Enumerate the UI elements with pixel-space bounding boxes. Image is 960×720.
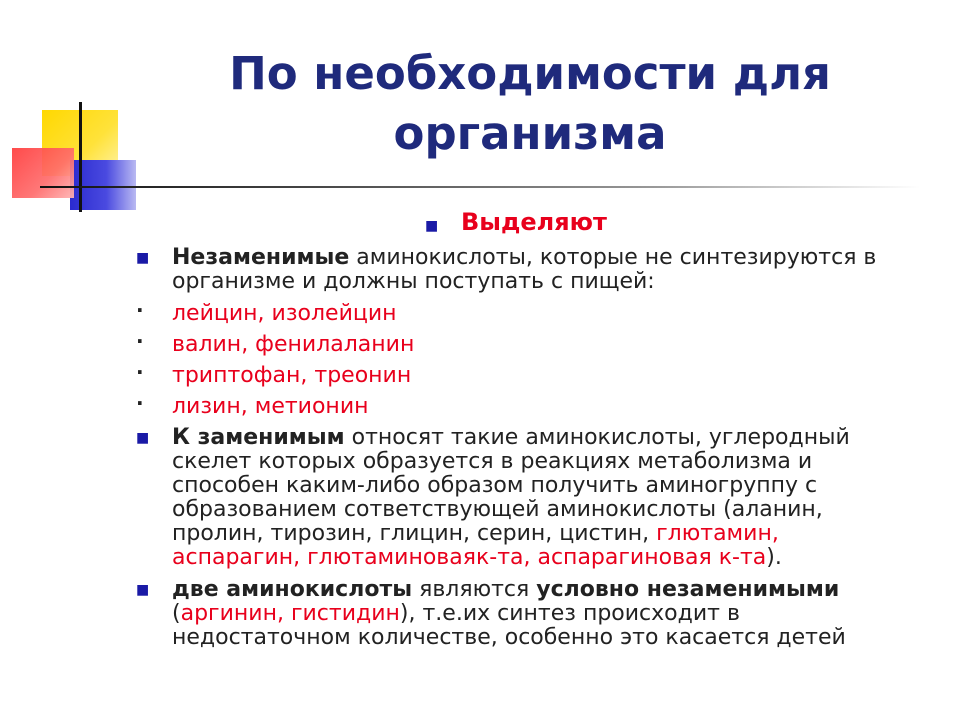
paragraph-conditional [136,578,936,650]
slide-title [150,44,910,164]
nonessential-text-2: скелет которых образуется в реакциях метаболизма и [172,449,813,474]
essential-text-1: аминокислоты, которые не синтезируются в [349,245,877,270]
list-item-text: лизин, метионин [172,394,369,419]
nonessential-text-3: способен каким-либо образом получить аминогруппу с [172,473,818,498]
nonessential-end: ). [766,545,782,570]
dot-bullet-icon: · [136,360,144,384]
dot-bullet-icon: · [136,298,144,322]
decor-vertical-line [79,102,82,212]
subheading [136,210,936,234]
square-bullet-icon: ■ [136,582,150,598]
list-item [136,298,936,326]
paragraph-essential [136,246,936,294]
conditional-bold-2: условно незаменимыми [536,577,840,602]
slide-body [136,210,936,650]
conditional-text-3: недостаточном количестве, особенно это касается детей [172,625,846,650]
list-item [136,329,936,357]
dot-bullet-icon: · [136,391,144,415]
square-bullet-icon: ■ [425,218,439,234]
nonessential-red-2: аспарагин, глютаминоваяк-та, аспарагиновая к-та [172,545,767,570]
conditional-text-2: ), т.е.их синтез происходит в [399,601,740,626]
dot-bullet-icon: · [136,329,144,353]
nonessential-text-4: образованием сответствующей аминокислоты (аланин, [172,497,823,522]
decor-horizontal-line [40,186,920,188]
conditional-bold-1: две аминокислоты [172,577,413,602]
list-item [136,360,936,388]
conditional-red: аргинин, гистидин [180,601,400,626]
conditional-text-1: являются [412,577,537,602]
nonessential-text-1: относят такие аминокислоты, углеродный [344,425,850,450]
paragraph-nonessential [136,426,936,570]
list-item-text: лейцин, изолейцин [172,301,397,326]
conditional-open-paren: ( [172,601,181,626]
list-item-text: валин, фенилаланин [172,332,415,357]
title-line-1: По необходимости для [229,47,831,100]
nonessential-bold: К заменимым [172,425,345,450]
square-bullet-icon: ■ [136,430,150,446]
essential-bold: Незаменимые [172,245,350,270]
nonessential-text-5: пролин, тирозин, глицин, серин, цистин, [172,521,657,546]
title-line-2: организма [393,107,667,160]
square-bullet-icon: ■ [136,250,150,266]
subheading-text: Выделяют [461,208,607,236]
list-item [136,391,936,419]
decor-red-square [12,148,74,198]
list-item-text: триптофан, треонин [172,363,412,388]
essential-text-2: организме и должны поступать с пищей: [172,269,655,294]
nonessential-red-1: глютамин, [656,521,779,546]
